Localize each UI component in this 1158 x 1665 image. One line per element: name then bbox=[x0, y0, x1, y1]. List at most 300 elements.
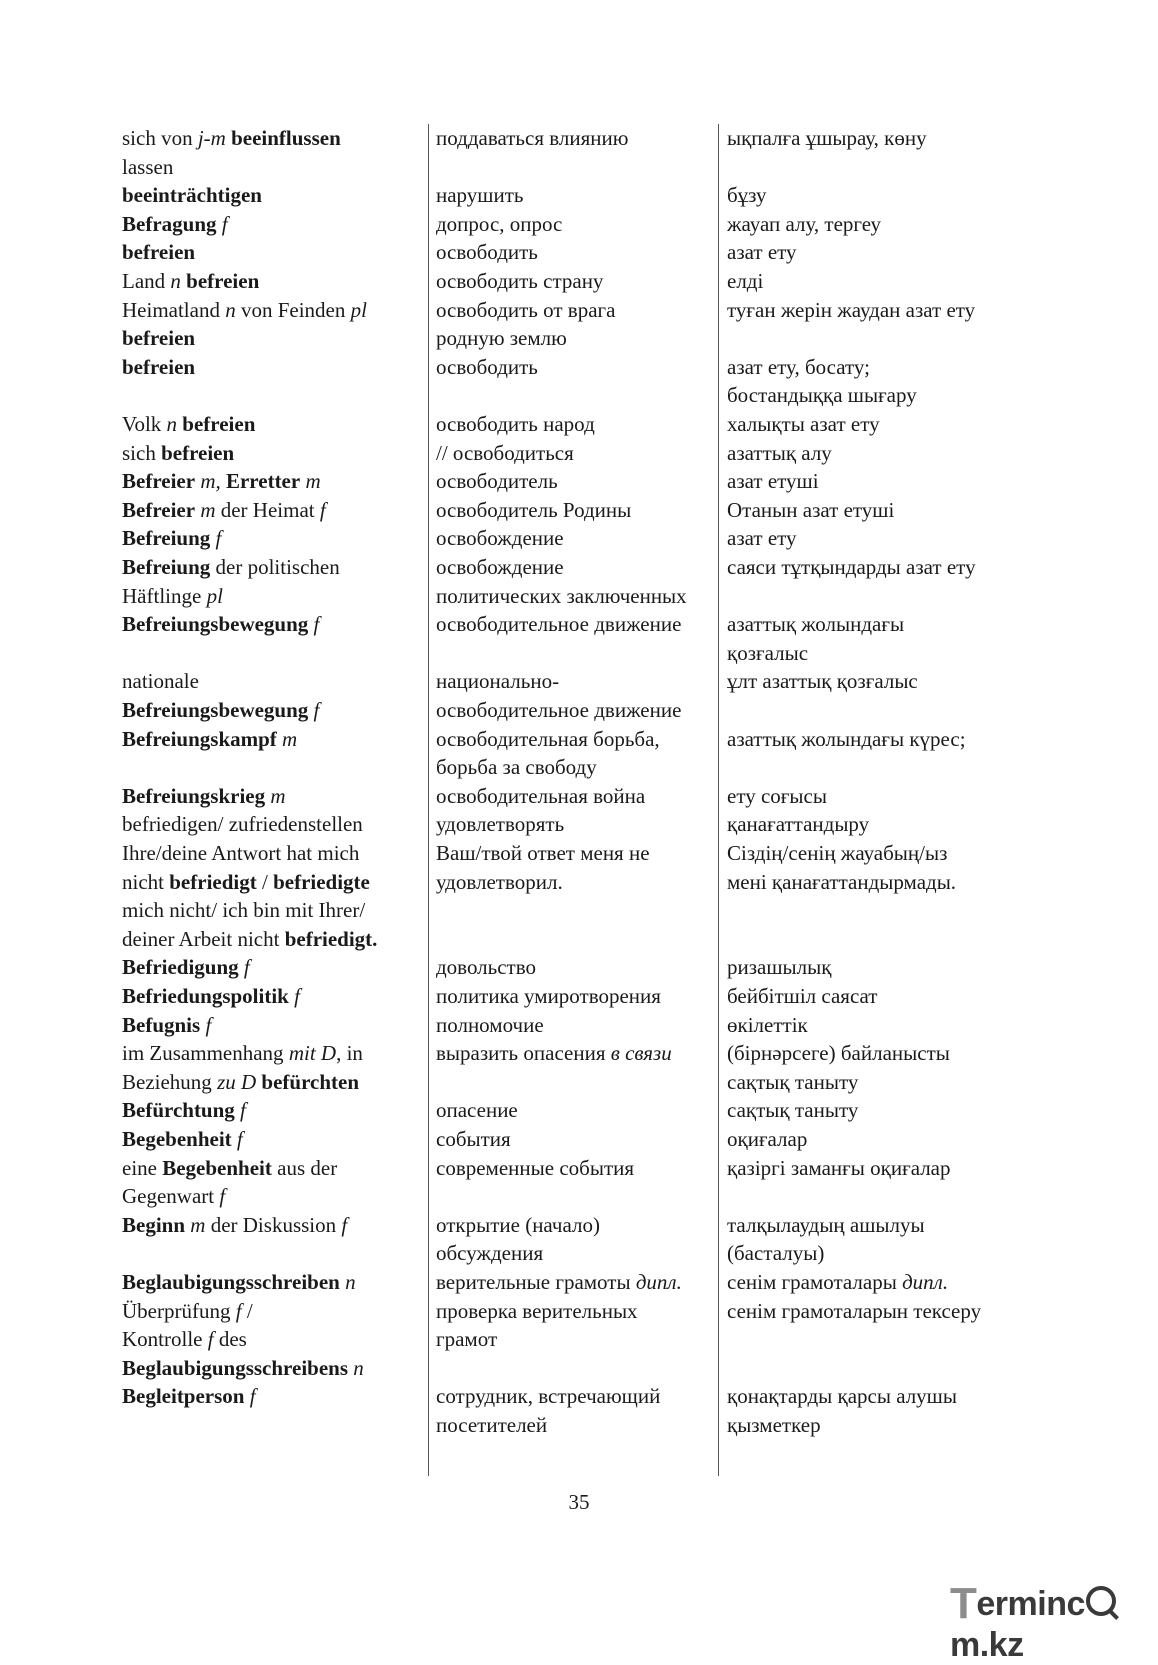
text-line bbox=[122, 1297, 422, 1326]
text-segment: der Heimat bbox=[215, 497, 320, 522]
text-segment: , in bbox=[336, 1041, 363, 1066]
german-term bbox=[122, 353, 422, 410]
kazakh-translation bbox=[727, 1011, 1027, 1040]
text-line bbox=[122, 1325, 422, 1354]
text-line bbox=[727, 667, 1027, 696]
text-segment: Beglaubigungsschreiben bbox=[122, 1270, 340, 1294]
text-segment: m, bbox=[200, 469, 221, 494]
text-line bbox=[122, 1239, 422, 1268]
kazakh-translation bbox=[727, 553, 1027, 582]
text-segment: қызметкер bbox=[727, 1412, 821, 1437]
russian-translation bbox=[436, 353, 718, 382]
text-segment: современные события bbox=[436, 1155, 635, 1180]
text-segment: сенім грамоталарын тексеру bbox=[727, 1298, 982, 1323]
text-segment: im Zusammenhang bbox=[122, 1041, 289, 1066]
text-line bbox=[436, 1297, 718, 1326]
german-term bbox=[122, 410, 422, 439]
text-line bbox=[727, 1297, 1027, 1326]
text-segment: Ihre/deine Antwort hat mich bbox=[122, 841, 360, 865]
text-segment: елді bbox=[727, 269, 764, 293]
text-segment: Beginn bbox=[122, 1212, 186, 1237]
text-segment: n bbox=[225, 297, 236, 322]
german-term bbox=[122, 1154, 422, 1211]
text-segment: ету соғысы bbox=[727, 783, 827, 808]
text-segment: дипл. bbox=[635, 1270, 682, 1294]
kazakh-translation bbox=[727, 467, 1027, 496]
kazakh-translation bbox=[727, 1096, 1027, 1125]
page-number: 35 bbox=[568, 1490, 590, 1514]
text-segment: m bbox=[190, 1212, 206, 1237]
text-line bbox=[436, 1211, 718, 1240]
text-line bbox=[122, 725, 422, 754]
text-line bbox=[727, 238, 1027, 267]
russian-translation bbox=[436, 439, 718, 468]
text-line bbox=[436, 410, 718, 439]
german-term bbox=[122, 267, 422, 296]
text-segment: Überprüfung bbox=[122, 1298, 236, 1323]
german-term bbox=[122, 782, 422, 811]
text-line bbox=[122, 1182, 422, 1211]
text-segment: грамот bbox=[436, 1327, 498, 1352]
text-segment: befriedigte bbox=[273, 869, 370, 894]
russian-translation bbox=[436, 296, 718, 353]
text-segment: n bbox=[166, 412, 178, 436]
text-segment: m bbox=[282, 726, 298, 751]
text-segment: f bbox=[319, 497, 326, 522]
text-line bbox=[727, 353, 1027, 382]
text-segment: pl bbox=[350, 297, 367, 322]
kazakh-translation bbox=[727, 296, 1027, 325]
text-segment: f bbox=[313, 612, 320, 637]
text-segment: өкілеттік bbox=[727, 1012, 808, 1037]
russian-translation bbox=[436, 267, 718, 296]
text-segment: Beziehung bbox=[122, 1069, 218, 1094]
text-segment: опасение bbox=[436, 1098, 518, 1123]
text-line bbox=[122, 210, 422, 239]
text-segment: родную землю bbox=[436, 326, 567, 351]
russian-translation bbox=[436, 210, 718, 239]
text-segment: дипл. bbox=[902, 1270, 949, 1294]
text-segment: политика умиротворения bbox=[436, 984, 661, 1008]
text-segment: Отанын азат етуші bbox=[727, 497, 895, 522]
text-line bbox=[727, 524, 1027, 553]
text-segment: f bbox=[341, 1212, 348, 1237]
text-line bbox=[727, 1211, 1027, 1240]
text-line bbox=[727, 267, 1027, 296]
russian-translation bbox=[436, 553, 718, 610]
russian-translation bbox=[436, 1125, 718, 1154]
text-segment: der Diskussion bbox=[205, 1212, 342, 1237]
column-divider-left bbox=[428, 124, 429, 1476]
text-segment: Erretter bbox=[225, 469, 301, 494]
german-term bbox=[122, 982, 422, 1011]
text-line bbox=[122, 296, 422, 325]
text-line bbox=[122, 868, 422, 897]
text-line bbox=[122, 124, 422, 153]
russian-translation bbox=[436, 1211, 718, 1268]
text-line bbox=[436, 1382, 718, 1411]
text-segment: m bbox=[305, 469, 321, 494]
german-term bbox=[122, 810, 422, 839]
text-segment: удовлетворять bbox=[436, 812, 565, 837]
text-line bbox=[436, 1011, 718, 1040]
text-segment: f bbox=[243, 955, 250, 980]
text-line bbox=[727, 439, 1027, 468]
text-segment: Befreiungskampf bbox=[122, 726, 277, 751]
text-line bbox=[436, 839, 718, 868]
text-segment: f bbox=[294, 984, 300, 1008]
kazakh-translation bbox=[727, 839, 1027, 896]
german-term bbox=[122, 181, 422, 210]
text-line bbox=[122, 982, 422, 1011]
kazakh-translation bbox=[727, 1211, 1027, 1268]
text-segment: верительные грамоты bbox=[436, 1270, 636, 1294]
text-segment: befreien bbox=[182, 412, 256, 436]
text-segment: проверка верительных bbox=[436, 1298, 638, 1323]
text-line bbox=[436, 524, 718, 553]
german-term bbox=[122, 238, 422, 267]
logo-text: erminc bbox=[976, 1585, 1085, 1623]
text-segment: ықпалға ұшырау, көну bbox=[727, 126, 927, 150]
text-segment: бостандыққа шығару bbox=[727, 383, 917, 408]
text-segment: освободить bbox=[436, 354, 538, 379]
german-term bbox=[122, 1039, 422, 1096]
german-term bbox=[122, 124, 422, 181]
text-segment: освободительная война bbox=[436, 783, 646, 808]
text-line bbox=[122, 553, 422, 582]
text-line bbox=[122, 1068, 422, 1097]
text-line bbox=[727, 868, 1027, 897]
text-segment: талқылаудың ашылуы bbox=[727, 1212, 925, 1237]
text-line bbox=[727, 496, 1027, 525]
text-line bbox=[436, 324, 718, 353]
kazakh-translation bbox=[727, 410, 1027, 439]
text-line bbox=[436, 582, 718, 611]
text-segment: освобождение bbox=[436, 526, 564, 551]
text-segment: Begebenheit bbox=[122, 1127, 232, 1151]
text-line bbox=[122, 267, 422, 296]
russian-translation bbox=[436, 410, 718, 439]
text-segment: удовлетворил. bbox=[436, 869, 563, 894]
russian-translation bbox=[436, 524, 718, 553]
text-line bbox=[122, 610, 422, 639]
text-segment: события bbox=[436, 1127, 511, 1151]
text-line bbox=[436, 610, 718, 639]
text-segment: Befreiungskrieg bbox=[122, 783, 266, 808]
kazakh-translation bbox=[727, 725, 1027, 754]
text-segment: Befreiungsbewegung bbox=[122, 612, 309, 637]
kazakh-translation bbox=[727, 1382, 1027, 1439]
text-segment: befriedigt. bbox=[284, 926, 378, 951]
text-line bbox=[727, 1411, 1027, 1440]
text-segment: Befürchtung bbox=[122, 1098, 235, 1123]
text-segment: Befriedungspolitik bbox=[122, 984, 289, 1008]
german-term bbox=[122, 1096, 422, 1125]
text-segment: f bbox=[235, 1298, 242, 1323]
german-term bbox=[122, 553, 422, 610]
text-line bbox=[122, 439, 422, 468]
text-line bbox=[436, 238, 718, 267]
russian-translation bbox=[436, 1096, 718, 1125]
text-line bbox=[436, 267, 718, 296]
text-segment: (бірнәрсеге) байланысты bbox=[727, 1041, 950, 1066]
text-line bbox=[122, 238, 422, 267]
text-segment: освободить bbox=[436, 240, 538, 265]
text-line bbox=[727, 553, 1027, 582]
text-line bbox=[727, 725, 1027, 754]
text-line bbox=[436, 1268, 718, 1297]
text-line bbox=[122, 1011, 422, 1040]
german-term bbox=[122, 839, 422, 953]
text-segment: сақтық таныту bbox=[727, 1098, 859, 1123]
text-segment: Befreier bbox=[122, 497, 196, 522]
text-line bbox=[122, 153, 422, 182]
text-segment: eine bbox=[122, 1155, 163, 1180]
text-line bbox=[436, 181, 718, 210]
text-segment: освободительная борьба, bbox=[436, 726, 660, 751]
text-line bbox=[122, 381, 422, 410]
text-segment: азат етуші bbox=[727, 469, 819, 494]
text-segment: f bbox=[205, 1012, 212, 1037]
text-line bbox=[436, 553, 718, 582]
russian-translation bbox=[436, 839, 718, 896]
text-line bbox=[727, 839, 1027, 868]
text-line bbox=[122, 810, 422, 839]
kazakh-translation bbox=[727, 782, 1027, 811]
text-segment: азат ету bbox=[727, 240, 797, 265]
text-line bbox=[436, 868, 718, 897]
text-segment: f bbox=[207, 1327, 214, 1352]
german-term bbox=[122, 1125, 422, 1154]
russian-translation bbox=[436, 496, 718, 525]
text-line bbox=[436, 696, 718, 725]
text-segment: (басталуы) bbox=[727, 1241, 825, 1266]
text-segment: n bbox=[353, 1355, 364, 1380]
text-line bbox=[122, 696, 422, 725]
russian-translation bbox=[436, 181, 718, 210]
german-term bbox=[122, 953, 422, 982]
text-segment: f bbox=[240, 1098, 246, 1123]
text-line bbox=[727, 381, 1027, 410]
text-segment: f bbox=[313, 697, 320, 722]
german-term bbox=[122, 1268, 422, 1297]
text-segment: nationale bbox=[122, 669, 199, 694]
text-segment: освободительное движение bbox=[436, 612, 682, 637]
text-segment: beeinflussen bbox=[231, 126, 341, 150]
russian-translation bbox=[436, 982, 718, 1011]
text-line bbox=[122, 467, 422, 496]
kazakh-translation bbox=[727, 353, 1027, 410]
terminology-watermark-logo bbox=[950, 1576, 1158, 1664]
text-segment: lassen bbox=[122, 154, 174, 179]
text-line bbox=[727, 953, 1027, 982]
text-line bbox=[436, 496, 718, 525]
text-segment: Heimatland bbox=[122, 297, 226, 322]
text-line bbox=[436, 1096, 718, 1125]
text-segment: j-m bbox=[197, 126, 226, 150]
text-line bbox=[436, 982, 718, 1011]
text-segment: Befugnis bbox=[122, 1012, 201, 1037]
text-segment: f bbox=[236, 1127, 243, 1151]
text-line bbox=[436, 353, 718, 382]
kazakh-translation bbox=[727, 439, 1027, 468]
text-segment: Beglaubigungsschreibens bbox=[122, 1355, 349, 1380]
text-segment: халықты азат ету bbox=[727, 412, 880, 436]
text-segment: f bbox=[219, 1184, 226, 1209]
text-line bbox=[122, 324, 422, 353]
german-term bbox=[122, 210, 422, 239]
text-line bbox=[122, 1268, 422, 1297]
text-line bbox=[122, 753, 422, 782]
text-line bbox=[436, 124, 718, 153]
text-line bbox=[727, 639, 1027, 668]
text-segment: туған жерін жаудан азат ету bbox=[727, 297, 976, 322]
text-segment: m bbox=[200, 497, 216, 522]
text-line bbox=[122, 896, 422, 925]
russian-translation bbox=[436, 1011, 718, 1040]
text-segment: der politischen bbox=[210, 555, 340, 579]
text-segment: / bbox=[241, 1298, 253, 1323]
text-segment: mit D bbox=[288, 1041, 337, 1066]
text-line bbox=[436, 725, 718, 754]
text-segment: Kontrolle bbox=[122, 1327, 208, 1352]
kazakh-translation bbox=[727, 953, 1027, 982]
text-segment: ұлт азаттық қозғалыс bbox=[727, 669, 918, 694]
text-segment: Befreiungsbewegung bbox=[122, 697, 309, 722]
text-line bbox=[727, 1154, 1027, 1183]
text-segment: жауап алу, тергеу bbox=[727, 211, 882, 236]
text-segment: sich bbox=[122, 440, 162, 465]
text-segment: освободитель bbox=[436, 469, 558, 494]
text-segment: сенім грамоталары bbox=[727, 1270, 903, 1294]
text-segment: beeinträchtigen bbox=[122, 183, 262, 208]
text-segment: сақтық таныту bbox=[727, 1069, 859, 1094]
text-segment: befreien bbox=[122, 354, 196, 379]
text-line bbox=[436, 953, 718, 982]
text-segment: Volk bbox=[122, 412, 167, 436]
russian-translation bbox=[436, 667, 718, 724]
german-term bbox=[122, 610, 422, 667]
kazakh-translation bbox=[727, 667, 1027, 696]
german-term bbox=[122, 1382, 422, 1411]
text-segment: nicht bbox=[122, 869, 170, 894]
german-term bbox=[122, 467, 422, 496]
text-segment: Befreiung bbox=[122, 555, 211, 579]
text-line bbox=[436, 1325, 718, 1354]
magnifier-icon bbox=[1086, 1586, 1116, 1616]
text-segment: освободительное движение bbox=[436, 697, 682, 722]
kazakh-translation bbox=[727, 1268, 1027, 1297]
kazakh-translation bbox=[727, 124, 1027, 153]
text-segment: мені қанағаттандырмады. bbox=[727, 869, 957, 894]
text-segment: азаттық алу bbox=[727, 440, 832, 465]
text-line bbox=[436, 810, 718, 839]
text-line bbox=[122, 953, 422, 982]
text-segment: n bbox=[345, 1270, 356, 1294]
text-segment: нарушить bbox=[436, 183, 524, 208]
text-segment: Begebenheit bbox=[162, 1155, 272, 1180]
text-line bbox=[727, 1096, 1027, 1125]
german-term bbox=[122, 524, 422, 553]
text-line bbox=[122, 782, 422, 811]
text-segment: освободить от врага bbox=[436, 297, 616, 322]
text-segment: sich von bbox=[122, 126, 198, 150]
kazakh-translation bbox=[727, 810, 1027, 839]
russian-translation bbox=[436, 1297, 718, 1354]
text-segment: mich nicht/ ich bin mit Ihrer/ bbox=[122, 898, 366, 923]
text-segment: befreien bbox=[161, 440, 235, 465]
text-segment: f bbox=[221, 211, 228, 236]
kazakh-translation bbox=[727, 1297, 1027, 1326]
text-line bbox=[436, 210, 718, 239]
text-line bbox=[122, 1154, 422, 1183]
text-segment: қонақтарды қарсы алушы bbox=[727, 1384, 957, 1409]
russian-translation bbox=[436, 1268, 718, 1297]
kazakh-translation bbox=[727, 238, 1027, 267]
text-segment: Befreier bbox=[122, 469, 196, 494]
text-segment: n bbox=[170, 269, 181, 293]
text-line bbox=[727, 1125, 1027, 1154]
text-segment: қозғалыс bbox=[727, 640, 809, 665]
text-line bbox=[436, 296, 718, 325]
german-term bbox=[122, 1211, 422, 1268]
text-line bbox=[122, 1039, 422, 1068]
text-segment: von Feinden bbox=[235, 297, 351, 322]
text-segment: освободить страну bbox=[436, 269, 604, 293]
text-line bbox=[727, 982, 1027, 1011]
text-segment: қазіргі заманғы оқиғалар bbox=[727, 1155, 951, 1180]
german-term bbox=[122, 296, 422, 353]
text-segment: бейбітшіл саясат bbox=[727, 984, 878, 1008]
text-segment: Land bbox=[122, 269, 171, 293]
text-line bbox=[727, 610, 1027, 639]
russian-translation bbox=[436, 810, 718, 839]
text-segment: освободить народ bbox=[436, 412, 595, 436]
russian-translation bbox=[436, 1039, 718, 1068]
kazakh-translation bbox=[727, 524, 1027, 553]
text-line bbox=[727, 782, 1027, 811]
text-segment: выразить опасения bbox=[436, 1041, 611, 1066]
text-line bbox=[436, 1039, 718, 1068]
text-line bbox=[122, 181, 422, 210]
kazakh-translation bbox=[727, 982, 1027, 1011]
text-segment: освободитель Родины bbox=[436, 497, 632, 522]
russian-translation bbox=[436, 124, 718, 153]
kazakh-translation bbox=[727, 267, 1027, 296]
kazakh-translation bbox=[727, 1154, 1027, 1183]
text-segment: Ваш/твой ответ меня не bbox=[436, 841, 650, 865]
text-line bbox=[122, 582, 422, 611]
text-segment: f bbox=[215, 526, 222, 551]
text-line bbox=[122, 496, 422, 525]
text-line bbox=[727, 210, 1027, 239]
text-line bbox=[436, 467, 718, 496]
text-segment: сотрудник, встречающий bbox=[436, 1384, 661, 1409]
text-segment: f bbox=[249, 1384, 256, 1409]
kazakh-translation bbox=[727, 610, 1027, 667]
german-term bbox=[122, 1297, 422, 1383]
text-segment: обсуждения bbox=[436, 1241, 544, 1266]
text-segment: Häftlinge bbox=[122, 583, 207, 608]
text-line bbox=[727, 410, 1027, 439]
text-segment: ризашылық bbox=[727, 955, 832, 980]
text-segment: befreien bbox=[122, 326, 196, 351]
text-line bbox=[122, 1382, 422, 1411]
text-segment: допрос, опрос bbox=[436, 211, 563, 236]
text-line bbox=[122, 1096, 422, 1125]
text-segment: саяси тұтқындарды азат ету bbox=[727, 555, 976, 579]
kazakh-translation bbox=[727, 496, 1027, 525]
